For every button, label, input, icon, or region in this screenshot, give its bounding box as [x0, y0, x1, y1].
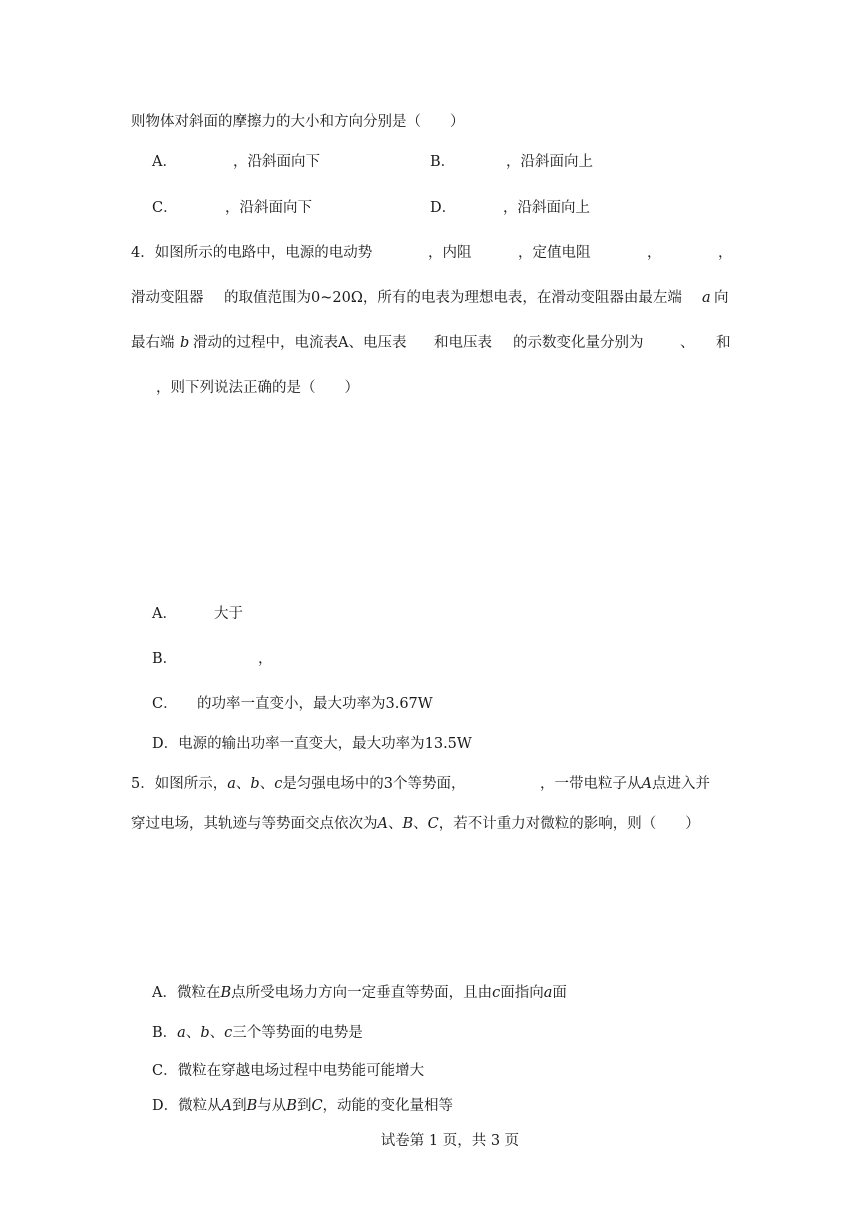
q5-optd-var-C: C	[311, 1098, 323, 1114]
q5-sep4: 、	[413, 816, 428, 832]
page-footer: 试卷第 1 页，共 3 页	[380, 1133, 520, 1149]
q5-optd-c: 与从	[257, 1098, 287, 1114]
q3-option-d-text: ，沿斜面向上	[503, 200, 590, 216]
q5-optb-var-b: b	[200, 1025, 210, 1041]
q5-line2-b: ，若不计重力对微粒的影响，则（ ）	[438, 816, 700, 832]
q4-var-b: b	[180, 335, 190, 351]
q5-line1-a: 5．如图所示，	[131, 776, 228, 792]
q5-line1-c	[540, 774, 710, 794]
q5-sep3: 、	[387, 816, 403, 832]
q5-option-b	[152, 1023, 363, 1043]
q5-opta-a: A．微粒在	[152, 985, 221, 1001]
q3-option-a-label: A．	[152, 154, 177, 170]
q5-sep1: 、	[235, 776, 251, 792]
q4-line1-d: ，	[647, 245, 662, 261]
q5-optb-s1: 、	[185, 1025, 201, 1041]
q5-line1	[131, 774, 466, 794]
q4-line3-a: 最右端	[131, 335, 175, 351]
q5-option-d	[152, 1096, 453, 1116]
q4-line2-b: 的取值范围为0~20Ω，所有的电表为理想电表，在滑动变阻器由最左端	[224, 290, 682, 306]
q5-var-c: c	[274, 776, 283, 792]
q5-sep2: 、	[259, 776, 275, 792]
q5-opta-b: 点所受电场力方向一定垂直等势面，且由	[231, 985, 493, 1001]
q3-option-a-text: ，沿斜面向下	[233, 154, 320, 170]
q5-optd-var-A: A	[221, 1098, 233, 1114]
q4-option-a-text: 大于	[214, 606, 243, 622]
q5-optb-s2: 、	[209, 1025, 225, 1041]
q5-line1-b: 是匀强电场中的3个等势面，	[282, 776, 466, 792]
q4-line3-e: 、	[680, 335, 695, 351]
q4-line1-e: ，	[718, 245, 733, 261]
q5-var-b: b	[250, 776, 260, 792]
q5-line2	[131, 814, 700, 834]
q5-optb-var-c: c	[224, 1025, 233, 1041]
q4-option-b-text: ，	[258, 651, 273, 667]
q3-option-d-label: D．	[430, 200, 457, 216]
q3-option-b-text: ，沿斜面向上	[506, 154, 593, 170]
q5-optd-e: ，动能的变化量相等	[322, 1098, 454, 1114]
q4-line1-a: 4．如图所示的电路中，电源的电动势	[131, 245, 373, 261]
q5-var-A2: A	[377, 816, 388, 832]
q4-line2-c: 向	[714, 290, 729, 306]
q5-optb-var-a: a	[177, 1025, 186, 1041]
q5-optd-b: 到	[232, 1098, 247, 1114]
q3-option-b-label: B．	[430, 154, 456, 170]
q3-option-c-label: C．	[152, 200, 178, 216]
q5-var-C: C	[427, 816, 439, 832]
q4-option-a-label: A．	[152, 606, 177, 622]
q5-opta-var-a: a	[543, 985, 553, 1001]
q5-var-a: a	[227, 776, 236, 792]
q5-line1-d: 点进入并	[651, 776, 710, 792]
q5-opta-var-B: B	[220, 985, 232, 1001]
q4-var-a: a	[702, 290, 711, 306]
q5-opta-f: 面	[552, 985, 567, 1001]
q5-line1-c-text: ，一带电粒子从	[540, 776, 642, 792]
q5-optd-a: D．微粒从	[152, 1098, 222, 1114]
q5-opta-var-c: c	[492, 985, 501, 1001]
q4-line3-c: 和电压表	[434, 335, 492, 351]
q5-optd-var-B: B	[246, 1098, 258, 1114]
q4-line3-f: 和	[716, 335, 731, 351]
q4-line1-c: ，定值电阻	[518, 245, 591, 261]
q4-line2-a: 滑动变阻器	[131, 290, 204, 306]
q3-option-c-text: ，沿斜面向下	[225, 200, 312, 216]
q3-stem-tail: 则物体对斜面的摩擦力的大小和方向分别是（ ）	[131, 114, 465, 130]
q4-option-d: D．电源的输出功率一直变大，最大功率为13.5W	[152, 736, 472, 752]
q4-option-c-label: C．	[152, 696, 178, 712]
q5-optd-d: 到	[296, 1098, 312, 1114]
q4-option-b-label: B．	[152, 651, 178, 667]
q4-line1-b: ，内阻	[428, 245, 472, 261]
q5-option-c: C．微粒在穿越电场过程中电势能可能增大	[152, 1063, 425, 1079]
q5-optb-b: 三个等势面的电势是	[232, 1025, 363, 1041]
q5-option-a	[152, 983, 567, 1003]
q5-line2-a: 穿过电场，其轨迹与等势面交点依次为	[131, 816, 378, 832]
q5-opta-d: 面指向	[500, 985, 544, 1001]
q5-var-B: B	[402, 816, 414, 832]
q5-optb-a: B．	[152, 1025, 178, 1041]
q4-line3-d: 的示数变化量分别为	[513, 335, 644, 351]
q4-line4: ，则下列说法正确的是（ ）	[156, 380, 359, 396]
q4-line3-b: 滑动的过程中，电流表A、电压表	[193, 335, 407, 351]
q4-option-c-text: 的功率一直变小，最大功率为3.67W	[197, 696, 433, 712]
q5-optd-var-B2: B	[286, 1098, 297, 1114]
q5-var-A: A	[641, 776, 652, 792]
